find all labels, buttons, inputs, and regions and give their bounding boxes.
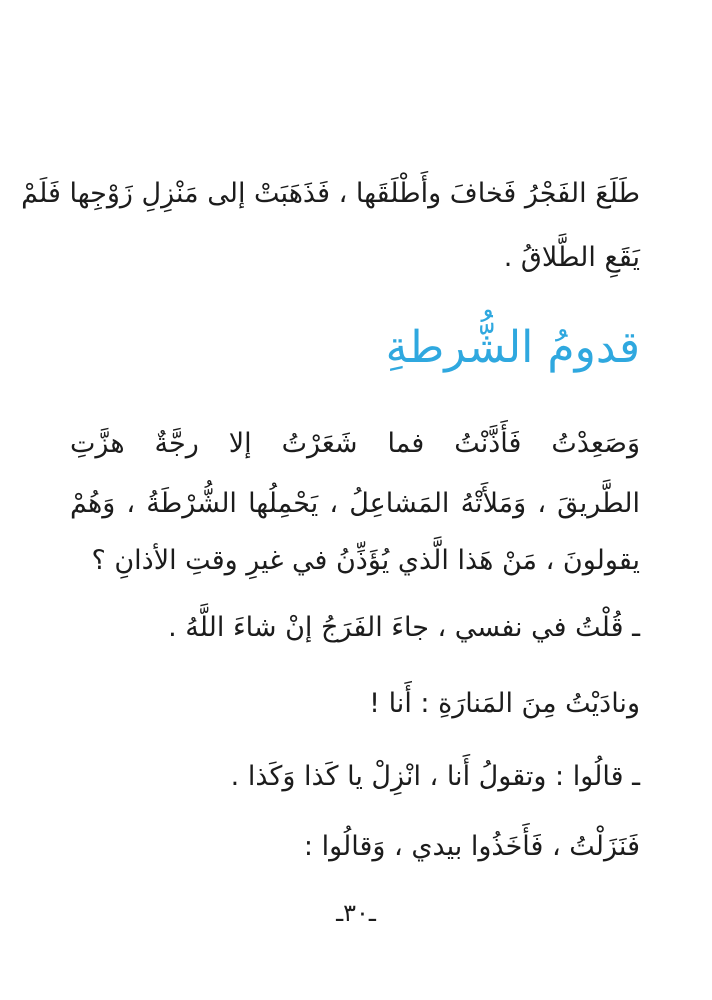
dialogue-line-1: ـ قُلْتُ في نفسي ، جاءَ الفَرَجُ إنْ شاءَ اللَّهُ . [168, 612, 640, 643]
intro-line-1: طَلَعَ الفَجْرُ فَخافَ وأَطْلَقَها ، فَذَهَبَتْ إلى مَنْزِلِ زَوْجِها فَلَمْ [21, 178, 640, 209]
paragraph-line-3: يقولونَ ، مَنْ هَذا الَّذي يُؤَذِّنُ في غيرِ وقتِ الأذانِ ؟ [91, 545, 640, 576]
dialogue-line-3: ـ قالُوا : وتقولُ أَنا ، انْزِلْ يا كَذا وَكَذا . [230, 761, 640, 792]
page-number: ـ٣٠ـ [336, 899, 376, 927]
dialogue-line-4: فَنَزَلْتُ ، فَأَخَذُوا بيدي ، وَقالُوا : [303, 831, 640, 862]
paragraph-line-1: وَصَعِدْتُ فَأَذَّنْتُ فما شَعَرْتُ إلا رجَّةٌ هزَّتِ [70, 428, 640, 459]
dialogue-line-2: ونادَيْتُ مِنَ المَنارَةِ : أَنا ! [369, 688, 640, 719]
paragraph-line-2: الطَّريقَ ، وَمَلأَتْهُ المَشاعِلُ ، يَحْمِلُها الشُّرْطَةُ ، وَهُمْ [70, 488, 640, 519]
intro-line-2: يَقَعِ الطَّلاقُ . [503, 242, 640, 273]
section-title: قدومُ الشُّرطةِ [385, 322, 640, 373]
